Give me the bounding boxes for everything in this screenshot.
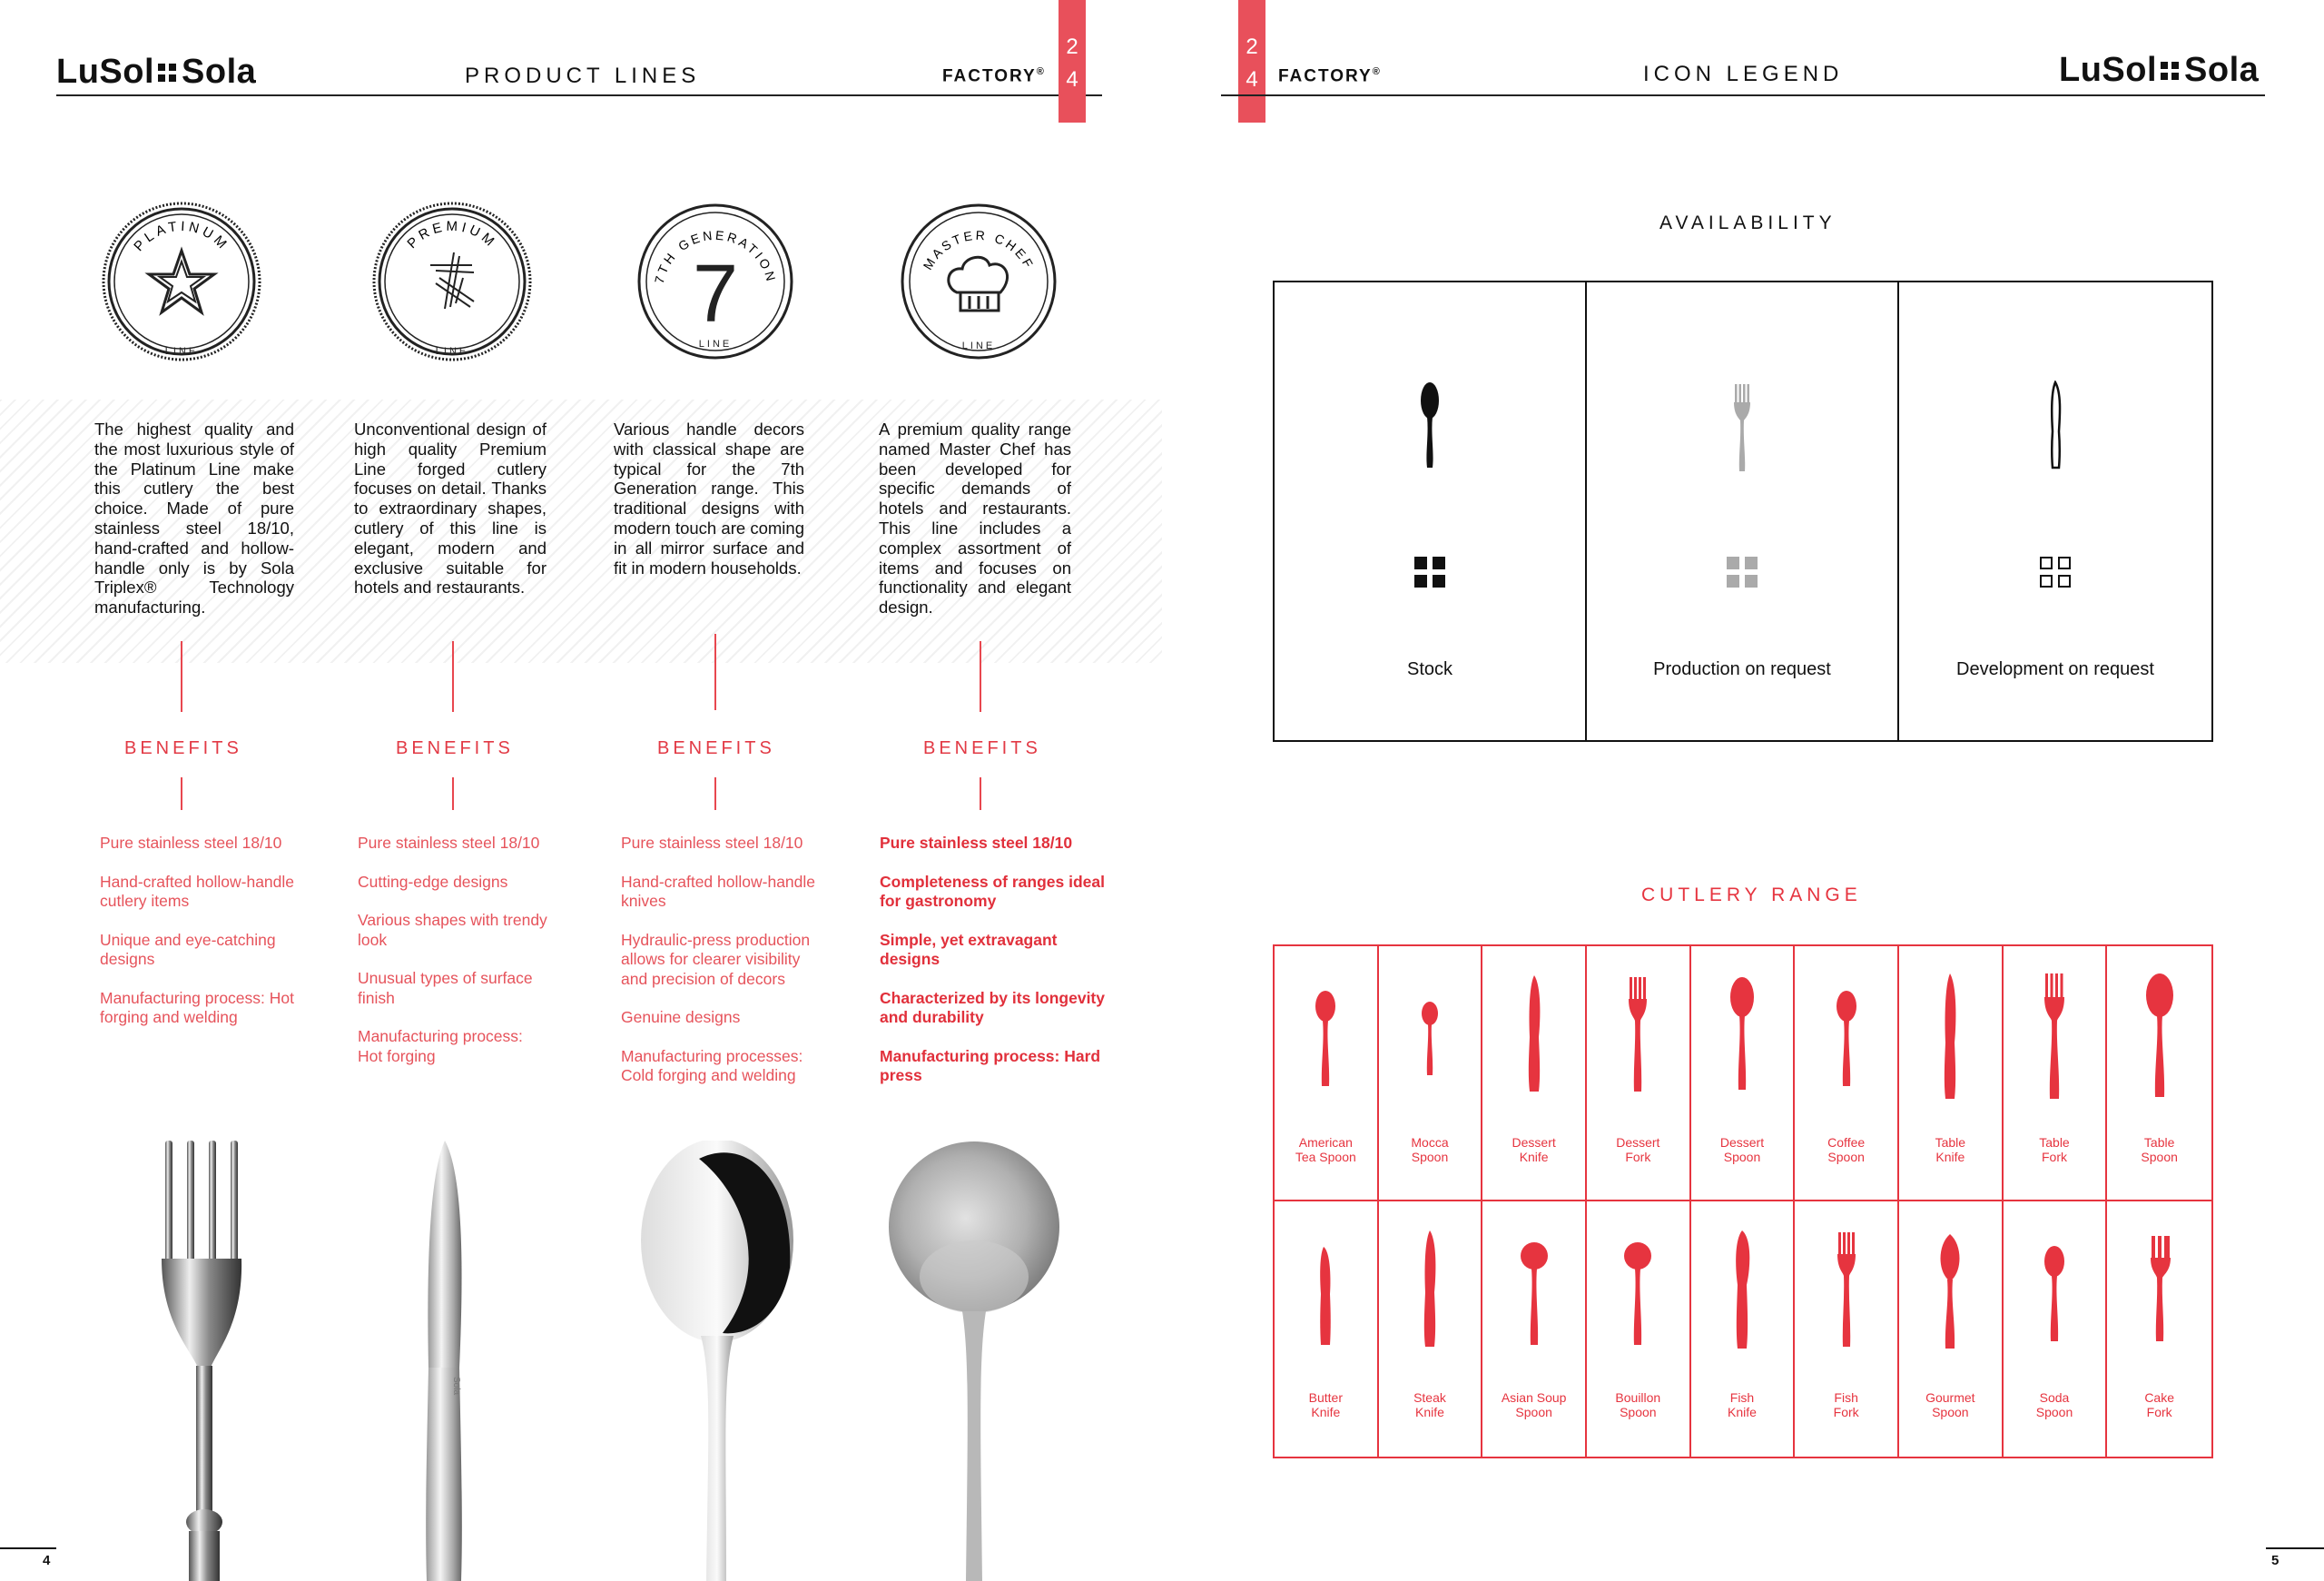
cutlery-range-title: CUTLERY RANGE (1641, 884, 1862, 905)
benefit-item: Hand-crafted hollow-handle knives (621, 872, 816, 910)
cutlery-item (1587, 946, 1691, 1201)
cutlery-label-line-1: Bouillon (1615, 1390, 1661, 1405)
page-title: PRODUCT LINES (465, 64, 701, 88)
badge-top-text: MASTER CHEF (920, 227, 1038, 272)
cutlery-label-line-2: Knife (1935, 1150, 1965, 1164)
cutlery-label-line-1: Soda (2039, 1390, 2070, 1405)
cutlery-label-line-1: Coffee (1827, 1135, 1866, 1150)
cutlery-label-line-1: Dessert (1616, 1135, 1660, 1150)
header-rule-right (1221, 94, 2265, 96)
generation-badge (635, 202, 795, 361)
brand-logo-right (2059, 51, 2259, 90)
fork-icon (1728, 384, 1756, 475)
page-number-left: 4 (43, 1553, 51, 1568)
tab-digit-1: 2 (1066, 35, 1078, 59)
spoon-icon (1416, 380, 1443, 471)
factory-mark: ® (1372, 66, 1382, 77)
cutlery-label-line-1: Dessert (1719, 1135, 1765, 1150)
cutlery-label-line-2: Knife (1415, 1405, 1444, 1419)
spoon-long-icon (2142, 973, 2178, 1101)
spoon-small-icon (2036, 1229, 2073, 1356)
availability-label: Stock (1406, 659, 1453, 679)
cutlery-item (2107, 1201, 2211, 1457)
cutlery-label-line-2: Spoon (2035, 1405, 2073, 1419)
benefit-item: Hydraulic-press production allows for clearer visibility and precision of decors (621, 930, 811, 988)
cake-fork-icon (2142, 1229, 2178, 1356)
cutlery-label-line-1: Butter (1308, 1390, 1343, 1405)
cutlery-label (1275, 1135, 1377, 1164)
spoon-small-icon (1307, 973, 1344, 1101)
availability-label: Development on request (1956, 659, 2154, 679)
cutlery-label (1795, 1135, 1897, 1164)
tab-digit-2: 4 (1246, 67, 1258, 92)
cutlery-label-line-1: Steak (1413, 1390, 1446, 1405)
cutlery-label-line-2: Fork (1833, 1405, 1859, 1419)
cutlery-label (1795, 1390, 1897, 1419)
cutlery-label (1275, 1390, 1377, 1419)
cutlery-item (1795, 946, 1899, 1201)
cutlery-label (1691, 1390, 1794, 1419)
spoon-round-icon (1620, 1229, 1656, 1356)
grey-squares-icon (1727, 557, 1758, 588)
badge-bottom-text: LINE (435, 346, 469, 357)
badge-bottom-text: LINE (698, 339, 733, 350)
page-number-right: 5 (2271, 1553, 2280, 1568)
spoon-round-icon (1516, 1229, 1552, 1356)
cutlery-label (1899, 1390, 2002, 1419)
cutlery-label (1482, 1135, 1585, 1164)
cutlery-label (1587, 1390, 1689, 1419)
spoon-small-icon (1828, 973, 1865, 1101)
benefit-item: Unique and eye-catching designs (100, 930, 276, 968)
factory-label-right (1278, 66, 1382, 86)
premium-benefits-list (358, 834, 548, 1085)
cutlery-label (1587, 1135, 1689, 1164)
cutlery-label-line-1: Table (2143, 1135, 2175, 1150)
tab-digit-1: 2 (1246, 35, 1258, 59)
tab-digit-2: 4 (1066, 67, 1078, 92)
masterchef-benefits-list (880, 834, 1107, 1105)
cutlery-label-line-1: American (1298, 1135, 1353, 1150)
cutlery-label (2004, 1135, 2106, 1164)
availability-stock (1275, 282, 1587, 740)
outline-squares-icon (2040, 557, 2071, 588)
benefit-item: Simple, yet extravagant designs (880, 930, 1058, 968)
svg-text:MASTER CHEF (920, 228, 1037, 272)
cutlery-label-line-2: Spoon (1932, 1405, 1969, 1419)
benefit-item: Genuine designs (621, 1008, 741, 1026)
brand-dots-icon (2161, 62, 2179, 80)
benefits-heading: BENEFITS (923, 738, 1041, 758)
benefit-item: Various shapes with trendy look (358, 911, 547, 949)
masterchef-badge (899, 202, 1059, 361)
cutlery-item (1691, 1201, 1796, 1457)
benefit-item: Pure stainless steel 18/10 (100, 834, 282, 852)
cutlery-label-line-1: Cake (2144, 1390, 2174, 1405)
cutlery-label-line-2: Knife (1311, 1405, 1341, 1419)
cutlery-label-line-2: Spoon (1620, 1405, 1657, 1419)
footer-rule (0, 1547, 56, 1549)
benefits-heading: BENEFITS (657, 738, 775, 758)
cutlery-label-line-1: Mocca (1411, 1135, 1449, 1150)
spoon-photo (635, 1141, 799, 1581)
section-tab-right (1238, 0, 1265, 123)
benefits-heading: BENEFITS (124, 738, 242, 758)
cutlery-label-line-2: Fork (2041, 1150, 2067, 1164)
factory-mark: ® (1036, 66, 1046, 77)
cutlery-label-line-2: Knife (1519, 1150, 1549, 1164)
cutlery-item (1899, 1201, 2004, 1457)
gourmet-spoon-icon (1932, 1229, 1968, 1356)
benefit-item: Unusual types of surface finish (358, 969, 533, 1007)
knife-icon (1516, 973, 1552, 1101)
knife-long-icon (1932, 973, 1968, 1101)
connector-line (181, 777, 182, 810)
cutlery-label-line-2: Fork (2146, 1405, 2172, 1419)
benefit-item: Pure stainless steel 18/10 (358, 834, 540, 852)
factory-text: FACTORY (942, 66, 1037, 86)
generation-description: Various handle decors with classical shape are typical for the 7th Generation range. This traditional designs with modern touch are coming in all mirror surface and fit in modern households. (614, 420, 804, 578)
section-tab (1059, 0, 1086, 123)
benefits-heading: BENEFITS (396, 738, 514, 758)
page-title-right: ICON LEGEND (1643, 62, 1844, 86)
fish-knife-icon (1724, 1229, 1760, 1356)
knife-icon (1412, 1229, 1448, 1356)
brand-name-sola: Sola (182, 53, 257, 91)
brand-dots-icon (158, 64, 176, 82)
platinum-benefits-list (100, 834, 327, 1047)
knife-photo (409, 1141, 481, 1581)
benefit-item: Manufacturing process: Hard press (880, 1046, 1101, 1084)
badge-numeral: 7 (692, 249, 739, 340)
cutlery-label-line-2: Spoon (2141, 1150, 2178, 1164)
cutlery-label (1899, 1135, 2002, 1164)
brand-logo-left (56, 53, 256, 92)
cutlery-item (1795, 1201, 1899, 1457)
spoon-icon (1724, 973, 1760, 1101)
cutlery-label (1691, 1135, 1794, 1164)
knife-outline-icon (2042, 380, 2069, 471)
cutlery-label-line-1: Asian Soup (1501, 1390, 1567, 1405)
factory-label (942, 66, 1046, 86)
benefit-item: Manufacturing processes: Cold forging and welding (621, 1046, 803, 1084)
connector-line (714, 777, 716, 810)
fork-icon (1620, 973, 1656, 1101)
masterchef-description: A premium quality range named Master Chef has been developed for specific demands of hotels and restaurants. This line includes a complex assortment of items and focuses on functionality and elegant design. (879, 420, 1071, 618)
factory-text: FACTORY (1278, 66, 1373, 86)
availability-production (1587, 282, 1899, 740)
connector-line (714, 634, 716, 710)
cutlery-label-line-2: Spoon (1515, 1405, 1552, 1419)
benefit-item: Completeness of ranges ideal for gastronomy (880, 872, 1105, 910)
connector-line (452, 641, 454, 712)
generation-benefits-list (621, 834, 830, 1105)
platinum-description: The highest quality and the most luxurious style of the Platinum Line make this cutlery the best choice. Made of pure stainless steel 18/10, hand-crafted and hollow-handle only is by Sola Triplex® Technology manufacturing. (94, 420, 294, 618)
cutlery-label-line-1: Gourmet (1925, 1390, 1975, 1405)
connector-line (181, 641, 182, 712)
cutlery-label-line-1: Fish (1834, 1390, 1858, 1405)
benefit-item: Manufacturing process: Hot forging (358, 1027, 523, 1065)
header-rule (56, 94, 1102, 96)
cutlery-item (2004, 1201, 2108, 1457)
availability-table (1273, 281, 2213, 742)
premium-description: Unconventional design of high quality Premium Line forged cutlery focuses on detail. Thanks to extraordinary shapes, cutlery of this line is elegant, modern and exclusive suitable for hotels and restaurants. (354, 420, 547, 598)
platinum-badge (102, 202, 261, 361)
butter-knife-icon (1307, 1229, 1344, 1356)
cutlery-label-line-1: Dessert (1512, 1135, 1556, 1150)
cutlery-label-line-1: Table (1935, 1135, 1966, 1150)
badge-top-text: PREMIUM (404, 218, 500, 252)
availability-title: AVAILABILITY (1659, 212, 1837, 233)
cutlery-label-line-2: Spoon (1411, 1150, 1449, 1164)
connector-line (452, 777, 454, 810)
cutlery-label-line-2: Spoon (1723, 1150, 1761, 1164)
cutlery-item (1899, 946, 2004, 1201)
premium-badge (372, 202, 532, 361)
benefit-item: Pure stainless steel 18/10 (880, 834, 1073, 852)
cutlery-range-table (1273, 944, 2213, 1458)
cutlery-label (2004, 1390, 2106, 1419)
fork-icon (1828, 1229, 1865, 1356)
connector-line (980, 777, 981, 810)
cutlery-label-line-2: Tea Spoon (1295, 1150, 1356, 1164)
benefit-item: Pure stainless steel 18/10 (621, 834, 803, 852)
cutlery-item (1275, 946, 1379, 1201)
cutlery-label-line-2: Fork (1625, 1150, 1651, 1164)
cutlery-label-line-2: Knife (1728, 1405, 1757, 1419)
ladle-photo (888, 1141, 1060, 1581)
cutlery-label (2107, 1390, 2211, 1419)
availability-label: Production on request (1653, 659, 1831, 679)
availability-development (1899, 282, 2211, 740)
badge-top-text: 7TH GENERATION (651, 227, 780, 285)
cutlery-item (1275, 1201, 1379, 1457)
spoon-tiny-icon (1412, 973, 1448, 1101)
chef-hat-icon (949, 257, 1008, 311)
cutlery-label (1482, 1390, 1585, 1419)
cutlery-item (1379, 1201, 1483, 1457)
benefit-item: Cutting-edge designs (358, 872, 508, 891)
cutlery-item (1482, 1201, 1587, 1457)
cutlery-label-line-1: Fish (1729, 1390, 1755, 1405)
knife-engraving: Sola (451, 1377, 461, 1396)
benefit-item: Characterized by its longevity and durability (880, 988, 1105, 1026)
cutlery-label (1379, 1135, 1482, 1164)
brand-name-sola: Sola (2184, 51, 2260, 89)
badge-bottom-text: LINE (164, 346, 199, 357)
cutlery-label-line-2: Spoon (1827, 1150, 1865, 1164)
connector-line (980, 641, 981, 712)
cutlery-label (2107, 1135, 2211, 1164)
cutlery-item (2107, 946, 2211, 1201)
cutlery-item (2004, 946, 2108, 1201)
cutlery-item (1379, 946, 1483, 1201)
cutlery-item (1691, 946, 1796, 1201)
benefit-item: Hand-crafted hollow-handle cutlery items (100, 872, 295, 910)
cutlery-item (1587, 1201, 1691, 1457)
filled-squares-icon (1414, 557, 1445, 588)
benefit-item: Manufacturing process: Hot forging and welding (100, 988, 294, 1026)
badge-bottom-text: LINE (961, 341, 996, 351)
brand-name-lusol: LuSol (56, 53, 155, 91)
fork-photo (145, 1141, 263, 1581)
brand-name-lusol: LuSol (2059, 51, 2158, 89)
badge-top-text: PLATINUM (131, 218, 232, 255)
cutlery-label-line-1: Table (2039, 1135, 2070, 1150)
fork-long-icon (2036, 973, 2073, 1101)
footer-rule-right (2266, 1547, 2324, 1549)
cutlery-item (1482, 946, 1587, 1201)
cutlery-label (1379, 1390, 1482, 1419)
